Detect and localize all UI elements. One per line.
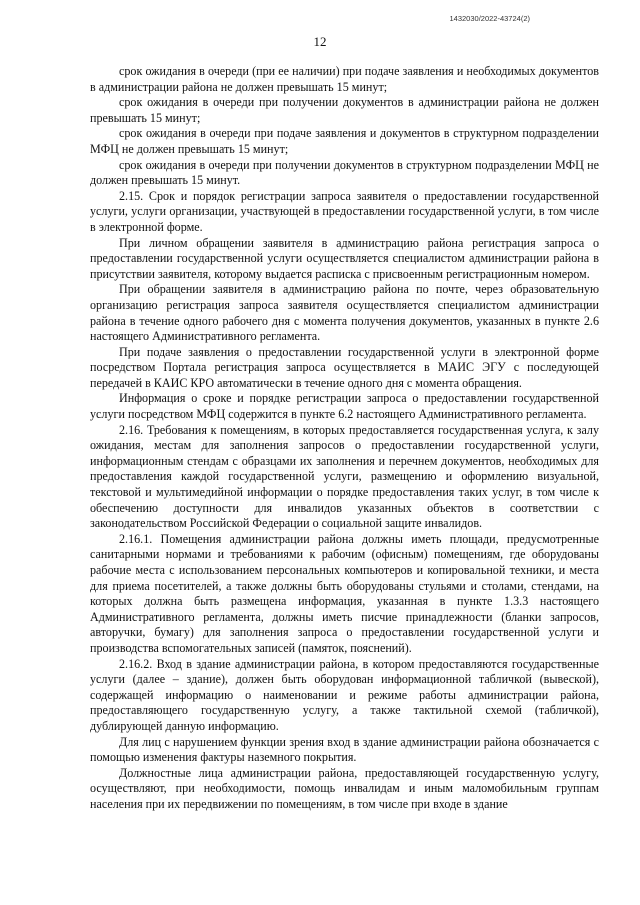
paragraph: Для лиц с нарушением функции зрения вход в здание администрации района обозначается с помощью изменения фактуры наземного покрытия. <box>90 734 599 765</box>
paragraph: 2.16.1. Помещения администрации района должны иметь площади, предусмотренные санитарными нормами и требованиями к рабочим (офисным) помещениям, где оборудованы рабочие места с использованием персональных компьютеров и копировальной техники, и места для приема посетителей, а также должны быть оборудованы стульями и столами, стендами, на которых должна быть размещена информация, указанная в пункте 1.3.3 настоящего Административного регламента, должны иметь писчие принадлежности (бланки запросов, авторучки, бумагу) для заполнения запроса о предоставлении государственной услуги и производства вспомогательных записей (памяток, пояснений). <box>90 531 599 655</box>
paragraph: срок ожидания в очереди (при ее наличии) при подаче заявления и необходимых документов в администрации района не должен превышать 15 минут; <box>90 64 599 94</box>
paragraph: срок ожидания в очереди при получении документов в структурном подразделении МФЦ не должен превышать 15 минут. <box>90 157 599 188</box>
paragraph: При обращении заявителя в администрацию района по почте, через образовательную организацию регистрация запроса заявителя осуществляется специалистом администрации района в течение одного рабочего дня с момента получения документов, указанных в пункте 2.6 настоящего Административного регламента. <box>90 282 599 344</box>
paragraph: 2.16. Требования к помещениям, в которых предоставляется государственная услуга, к залу ожидания, местам для заполнения запросов о предоставлении государственной услуги, информационным стендам с образцами их заполнения и перечнем документов, необходимых для предоставления каждой государственной услуги, размещению и оформлению визуальной, текстовой и мультимедийной информации о порядке предоставления таких услуг, в том числе к обеспечению доступности для инвалидов указанных объектов в соответствии с законодательством Российской Федерации о социальной защите инвалидов. <box>90 422 599 531</box>
document-body <box>90 64 599 813</box>
paragraph: срок ожидания в очереди при получении документов в администрации района не должен превышать 15 минут; <box>90 95 599 125</box>
paragraph: При подаче заявления о предоставлении государственной услуги в электронной форме посредством Портала регистрация запроса осуществляется в МАИС ЭГУ с последующей передачей в КАИС КРО автоматически в течение одного дня с момента обращения. <box>90 344 599 390</box>
paragraph: 2.15. Срок и порядок регистрации запроса заявителя о предоставлении государственной услуги, услуги организации, участвующей в предоставлении государственной услуги, в том числе в электронной форме. <box>90 188 599 234</box>
paragraph: срок ожидания в очереди при подаче заявления и документов в структурном подразделении МФЦ не должен превышать 15 минут; <box>90 126 599 156</box>
page-number: 12 <box>313 34 327 49</box>
paragraph: Должностные лица администрации района, предоставляющей государственную услугу, осуществляют, при необходимости, помощь инвалидам и иным маломобильным группам населения при их передвижении по помещениям, в том числе при входе в здание <box>90 765 599 811</box>
paragraph: Информация о сроке и порядке регистрации запроса о предоставлении государственной услуги посредством МФЦ содержится в пункте 6.2 настоящего Административного регламента. <box>90 391 599 422</box>
paragraph: При личном обращении заявителя в администрацию района регистрация запроса о предоставлении государственной услуги осуществляется специалистом администрации района в присутствии заявителя, которому выдается расписка с присвоенным регистрационным номером. <box>90 235 599 281</box>
paragraph: 2.16.2. Вход в здание администрации района, в котором предоставляются государственные услуги (далее – здание), должен быть оборудован информационной табличкой (вывеской), содержащей информацию о наименовании и режиме работы администрации района, предоставляющего государственную услугу, а также тактильной схемой (табличкой), дублирующей данную информацию. <box>90 656 599 733</box>
document-id: 1432030/2022-43724(2) <box>449 14 530 23</box>
